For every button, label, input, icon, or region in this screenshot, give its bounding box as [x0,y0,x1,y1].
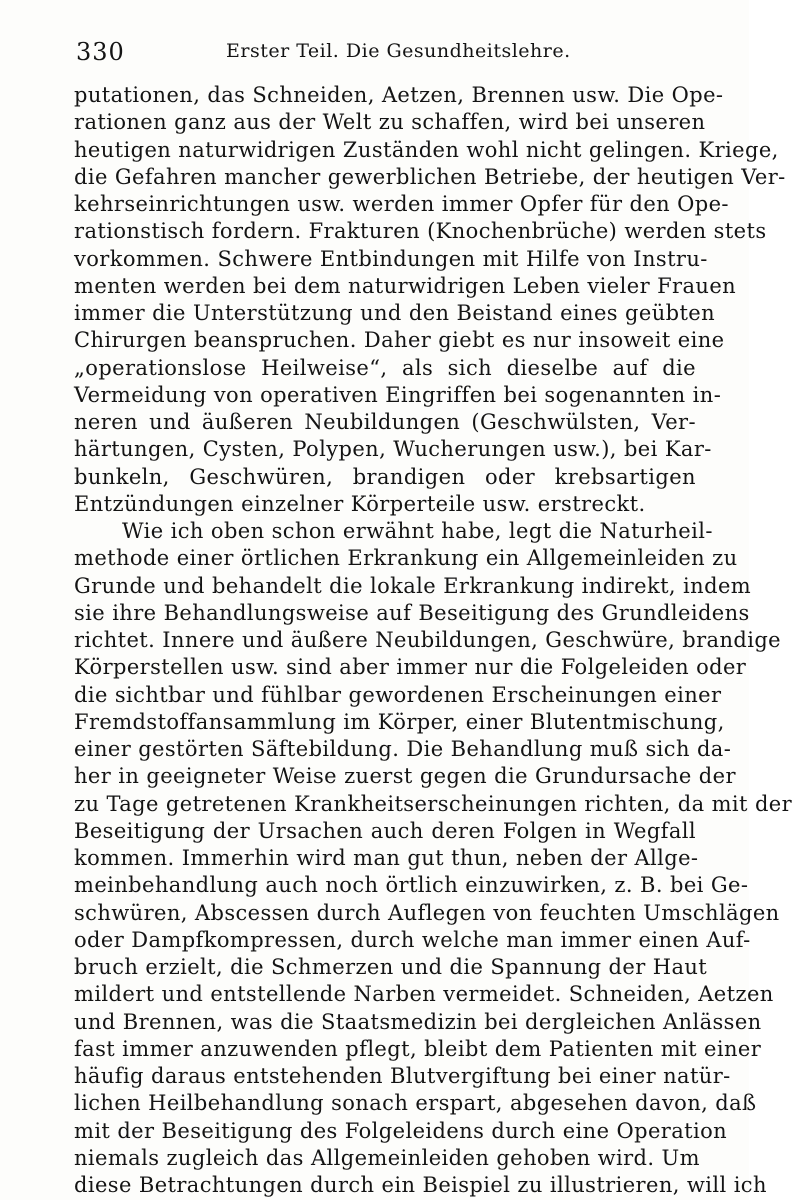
text-line: oder Dampfkompressen, durch welche man immer einen Auf- [74,927,751,952]
text-line: Körperstellen usw. sind aber immer nur die Folgeleiden oder [74,655,747,680]
text-line: schwüren, Abscessen durch Auflegen von feuchten Umschlägen [74,900,780,925]
text-line: niemals zugleich das Allgemeinleiden gehoben wird. Um [74,1145,700,1170]
text-line: Entzündungen einzelner Körperteile usw. erstreckt. [74,491,646,516]
text-line: putationen, das Schneiden, Aetzen, Brennen usw. Die Ope- [74,83,724,107]
text-line: häufig daraus entstehenden Blutvergiftung bei einer natür- [74,1064,731,1088]
text-line: kehrseinrichtungen usw. werden immer Opfer für den Ope- [74,192,729,216]
text-line: kommen. Immerhin wird man gut thun, neben der Allge- [74,846,699,870]
text-line: Grunde und behandelt die lokale Erkrankung indirekt, indem [74,573,752,598]
paragraph-1 [74,82,786,518]
text-line: bruch erzielt, die Schmerzen und die Spannung der Haut [74,955,708,979]
text-line: her in geeigneter Weise zuerst gegen die Grundursache der [74,764,736,789]
running-head: Erster Teil. Die Gesundheitslehre. [226,40,571,62]
text-line: lichen Heilbehandlung sonach erspart, abgesehen davon, daß [74,1091,757,1116]
text-line: mit der Beseitigung des Folgeleidens durch eine Operation [74,1118,728,1143]
page-number: 330 [76,38,125,66]
text-line: Fremdstoffansammlung im Körper, einer Blutentmischung, [74,709,725,734]
text-line: mildert und entstellende Narben vermeidet. Schneiden, Aetzen [74,982,774,1007]
text-line: Vermeidung von operativen Eingriffen bei sogenannten in- [74,382,722,407]
text-line: vorkommen. Schwere Entbindungen mit Hilfe von Instru- [74,246,708,271]
text-line: die Gefahren mancher gewerblichen Betriebe, der heutigen Ver- [74,164,786,189]
text-line: neren und äußeren Neubildungen (Geschwülsten, Ver- [74,410,696,434]
text-line: bunkeln, Geschwüren, brandigen oder krebsartigen [74,464,696,489]
text-line: und Brennen, was die Staatsmedizin bei dergleichen Anlässen [74,1009,762,1034]
text-line: härtungen, Cysten, Polypen, Wucherungen usw.), bei Kar- [74,437,712,462]
text-line: heutigen naturwidrigen Zuständen wohl nicht gelingen. Kriege, [74,137,779,162]
text-line: Wie ich oben schon erwähnt habe, legt die Naturheil- [122,519,713,543]
text-line: rationstisch fordern. Frakturen (Knochenbrüche) werden stets [74,219,767,244]
text-line: rationen ganz aus der Welt zu schaffen, wird bei unseren [74,110,706,135]
body-text [74,82,792,1199]
text-line: fast immer anzuwenden pflegt, bleibt dem Patienten mit einer [74,1036,762,1061]
paragraph-2 [74,518,792,1199]
text-line: diese Betrachtungen durch ein Beispiel zu illustrieren, will ich [74,1173,767,1197]
text-line: meinbehandlung auch noch örtlich einzuwirken, z. B. bei Ge- [74,873,749,898]
text-line: „operationslose Heilweise“, als sich dieselbe auf die [74,355,696,380]
text-line: einer gestörten Säftebildung. Die Behandlung muß sich da- [74,737,732,761]
page-header [76,38,696,78]
text-line: menten werden bei dem naturwidrigen Leben vieler Frauen [74,273,737,298]
text-line: sie ihre Behandlungsweise auf Beseitigung des Grundleidens [74,600,750,625]
text-line: die sichtbar und fühlbar gewordenen Erscheinungen einer [74,682,722,707]
text-line: immer die Unterstützung und den Beistand eines geübten [74,301,716,325]
text-line: richtet. Innere und äußere Neubildungen, Geschwüre, brandige [74,628,782,652]
text-line: Beseitigung der Ursachen auch deren Folgen in Wegfall [74,818,696,843]
text-line: Chirurgen beanspruchen. Daher giebt es nur insoweit eine [74,328,725,353]
text-line: zu Tage getretenen Krankheitserscheinungen richten, da mit der [74,791,792,816]
text-line: methode einer örtlichen Erkrankung ein Allgemeinleiden zu [74,546,738,571]
